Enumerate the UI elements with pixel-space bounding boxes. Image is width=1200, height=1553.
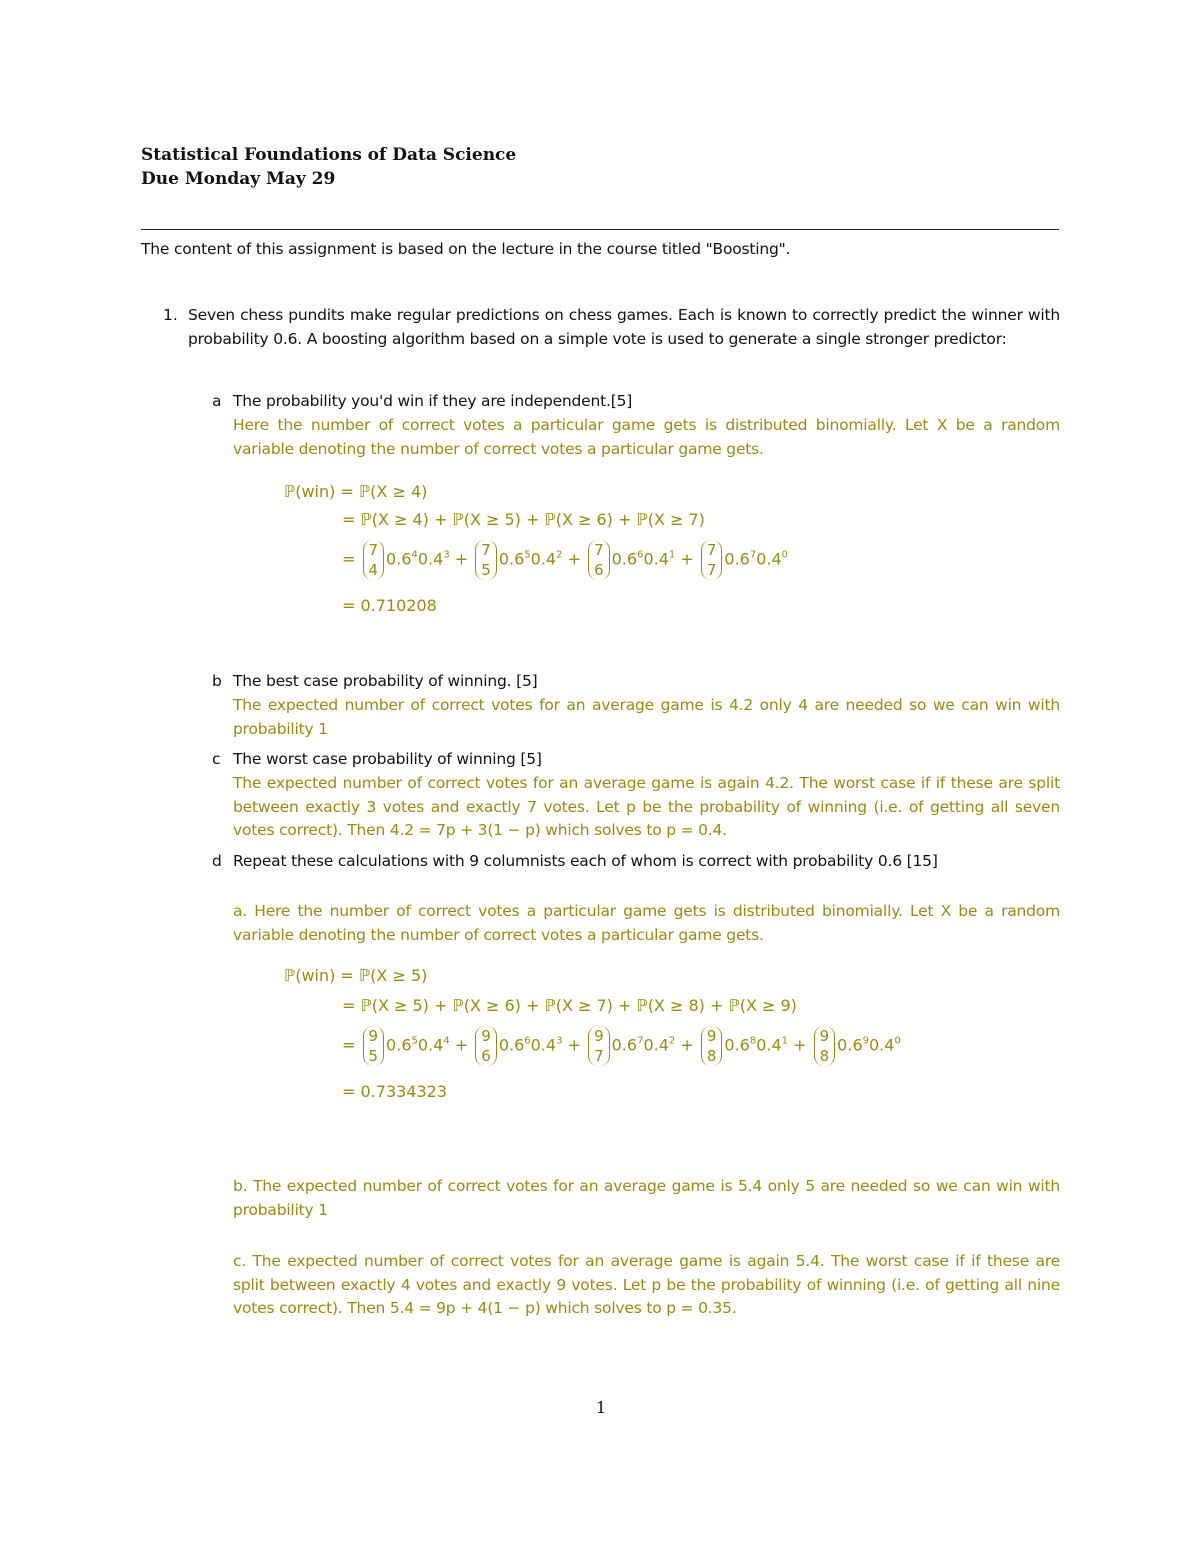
question-text: Seven chess pundits make regular predictions on chess games. Each is known to correctly predict the winner with probability 0.6. A boosting algorithm based on a simple vote is used to generate a single stronger predictor: (188, 306, 1060, 348)
question-number: 1. (163, 306, 178, 324)
binomial-9-7: 9 7 (588, 1026, 610, 1066)
part-d-eq1: ℙ(win) = ℙ(X ≥ 5) (284, 966, 428, 985)
binomial-7-4: 7 4 (363, 540, 385, 580)
part-a-eq4: = 0.710208 (342, 596, 437, 615)
part-d-answer-b: b. The expected number of correct votes for an average game is 5.4 only 5 are needed so we can win with probability 1 (233, 1177, 1060, 1219)
part-b-answer: The expected number of correct votes for an average game is 4.2 only 4 are needed so we can win with probability 1 (233, 696, 1060, 738)
binomial-7-5: 7 5 (475, 540, 497, 580)
part-b-label: b (212, 672, 222, 690)
part-a-eq2: = ℙ(X ≥ 4) + ℙ(X ≥ 5) + ℙ(X ≥ 6) + ℙ(X ≥ 7) (342, 510, 705, 529)
part-a-eq1: ℙ(win) = ℙ(X ≥ 4) (284, 482, 428, 501)
part-a-answer: Here the number of correct votes a particular game gets is distributed binomially. Let X be a random variable denoting the number of correct votes a particular game gets. (233, 416, 1060, 458)
part-c-label: c (212, 750, 221, 768)
binomial-7-7: 7 7 (701, 540, 723, 580)
part-d-eq4: = 0.7334323 (342, 1082, 448, 1101)
binomial-9-5: 9 5 (363, 1026, 385, 1066)
part-d-eq2: = ℙ(X ≥ 5) + ℙ(X ≥ 6) + ℙ(X ≥ 7) + ℙ(X ≥ 8) + ℙ(X ≥ 9) (342, 996, 797, 1015)
part-a-label: a (212, 392, 222, 410)
part-a-eq3: = 7 4 $0.6^40.4^3$ + 7 5 $0.6^50.4^2$ + 7 6 $0.6^60.4^1$ + 7 7 $0.6^70.4^0$ (342, 541, 789, 579)
part-c-prompt: The worst case probability of winning [5] (233, 750, 542, 768)
part-d-prompt: Repeat these calculations with 9 columnists each of whom is correct with probability 0.6 [15] (233, 852, 938, 870)
header-rule (141, 229, 1059, 230)
part-d-label: d (212, 852, 222, 870)
course-title: Statistical Foundations of Data Science (141, 145, 517, 165)
intro-text: The content of this assignment is based on the lecture in the course titled "Boosting". (141, 240, 791, 258)
part-d-eq3: = 9 5 $0.6^50.4^4$ + 9 6 $0.6^60.4^3$ + 9 7 $0.6^70.4^2$ + 9 8 $0.6^80.4^1$ + 9 8 $0.6^90.4^0$ (342, 1027, 901, 1065)
part-d-answer-a: a. Here the number of correct votes a particular game gets is distributed binomially. Let X be a random variable denoting the number of correct votes a particular game gets. (233, 902, 1060, 944)
binomial-9-6: 9 6 (475, 1026, 497, 1066)
binomial-7-6: 7 6 (588, 540, 610, 580)
part-c-answer: The expected number of correct votes for an average game is again 4.2. The worst case if if these are split between exactly 3 votes and exactly 7 votes. Let p be the probability of winning (i.e. of getting all seven votes correct). Then 4.2 = 7p + 3(1 − p) which solves to p = 0.4. (233, 774, 1060, 839)
due-date: Due Monday May 29 (141, 169, 336, 189)
part-b-prompt: The best case probability of winning. [5] (233, 672, 538, 690)
binomial-9-8: 9 8 (701, 1026, 723, 1066)
part-d-answer-c: c. The expected number of correct votes for an average game is again 5.4. The worst case if if these are split between exactly 4 votes and exactly 9 votes. Let p be the probability of winning (i.e. of getting all nine votes correct). Then 5.4 = 9p + 4(1 − p) which solves to p = 0.35. (233, 1252, 1060, 1317)
binomial-9-8b: 9 8 (814, 1026, 836, 1066)
part-a-prompt: The probability you'd win if they are independent.[5] (233, 392, 633, 410)
page-number: 1 (596, 1398, 607, 1417)
